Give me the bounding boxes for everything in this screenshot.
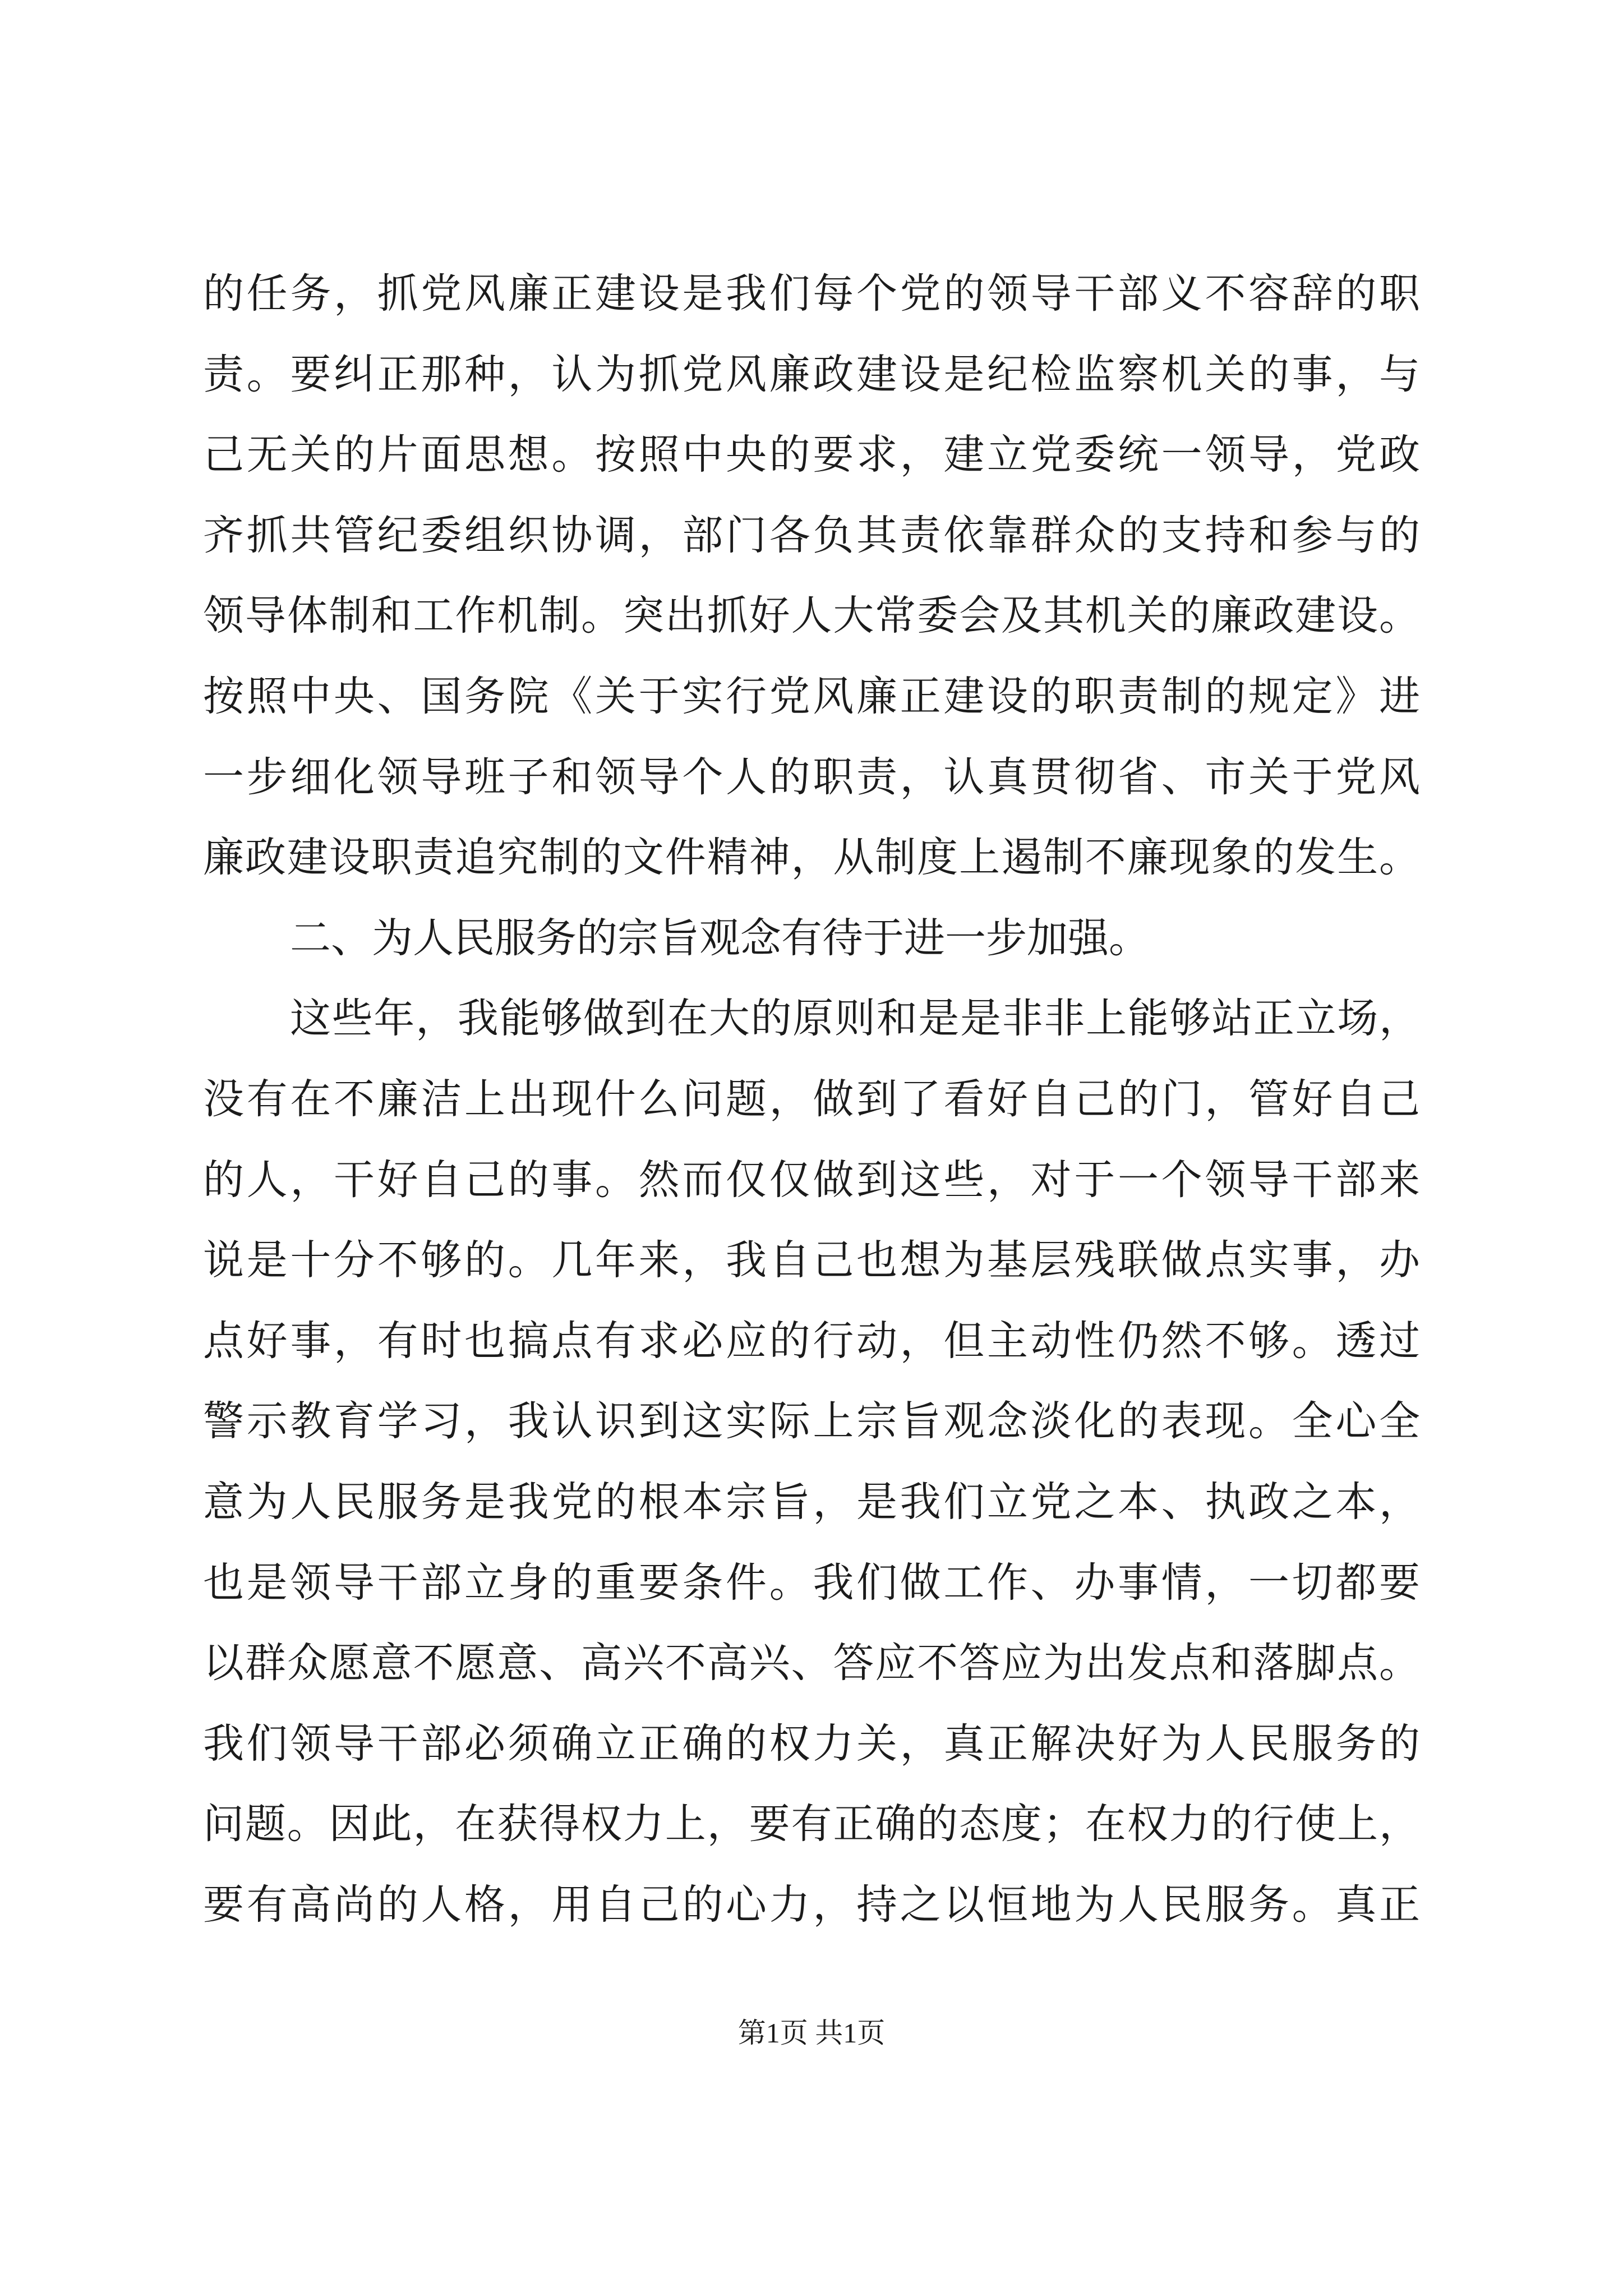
body-text-line: 以群众愿意不愿意、高兴不高兴、答应不答应为出发点和落脚点。 [203,1639,1420,1687]
body-text-line: 的人，干好自己的事。然而仅仅做到这些，对于一个领导干部来 [203,1156,1420,1204]
body-text-line: 要有高尚的人格，用自己的心力，持之以恒地为人民服务。真正 [203,1880,1420,1929]
body-text-line: 己无关的片面思想。按照中央的要求，建立党委统一领导，党政 [203,431,1420,479]
body-text-line: 问题。因此，在获得权力上，要有正确的态度；在权力的行使上， [203,1800,1420,1848]
section-heading: 二、为人民服务的宗旨观念有待于进一步加强。 [290,914,1150,962]
page-footer: 第1页 共1页 [737,2017,886,2049]
body-text-line: 意为人民服务是我党的根本宗旨，是我们立党之本、执政之本， [203,1478,1420,1526]
body-text-line: 没有在不廉洁上出现什么问题，做到了看好自己的门，管好自己 [203,1075,1420,1123]
body-text-line: 点好事，有时也搞点有求必应的行动，但主动性仍然不够。透过 [203,1317,1420,1365]
body-text-line: 责。要纠正那种，认为抓党风廉政建设是纪检监察机关的事，与 [203,350,1420,398]
body-text-line: 齐抓共管纪委组织协调，部门各负其责依靠群众的支持和参与的 [203,511,1420,559]
body-text-line: 一步细化领导班子和领导个人的职责，认真贯彻省、市关于党风 [203,753,1420,801]
paragraph-first-line: 这些年，我能够做到在大的原则和是是非非上能够站正立场， [290,995,1420,1043]
body-text-line: 说是十分不够的。几年来，我自己也想为基层残联做点实事，办 [203,1236,1420,1285]
body-text-line: 领导体制和工作机制。突出抓好人大常委会及其机关的廉政建设。 [203,592,1420,640]
body-text-line: 廉政建设职责追究制的文件精神，从制度上遏制不廉现象的发生。 [203,834,1420,882]
body-text-line: 按照中央、国务院《关于实行党风廉正建设的职责制的规定》进 [203,672,1420,720]
body-text [203,254,1420,1945]
body-text-line: 警示教育学习，我认识到这实际上宗旨观念淡化的表现。全心全 [203,1397,1420,1446]
body-text-line: 也是领导干部立身的重要条件。我们做工作、办事情，一切都要 [203,1558,1420,1607]
body-text-line: 的任务，抓党风廉正建设是我们每个党的领导干部义不容辞的职 [203,270,1420,318]
body-text-line: 我们领导干部必须确立正确的权力关，真正解决好为人民服务的 [203,1719,1420,1768]
